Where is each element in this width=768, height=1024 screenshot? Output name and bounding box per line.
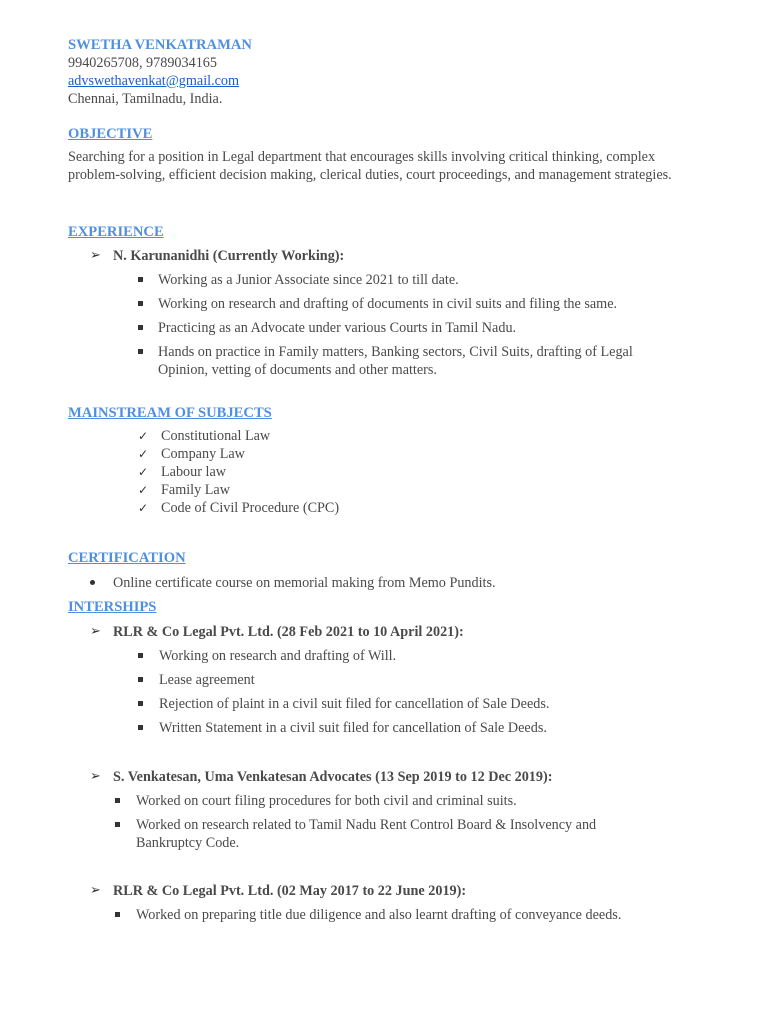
checkmark-icon: ✓ <box>138 465 149 479</box>
checkmark-icon: ✓ <box>138 429 149 443</box>
checkmark-icon: ✓ <box>138 501 149 515</box>
list-item-text: Working on research and drafting of documents in civil suits and filing the same. <box>158 296 618 312</box>
list-item <box>68 271 678 289</box>
list-item-text: Worked on research related to Tamil Nadu Rent Control Board & Insolvency and Bankruptcy Code. <box>136 817 597 851</box>
list-item-text: Working on research and drafting of Will. <box>159 648 397 664</box>
subjects-section <box>68 404 708 517</box>
list-item <box>68 427 708 445</box>
square-bullet-icon <box>115 822 120 827</box>
objective-section <box>68 125 708 184</box>
list-item-text: Company Law <box>161 446 245 462</box>
list-item-text: Code of Civil Procedure (CPC) <box>161 500 340 516</box>
subjects-heading: MAINSTREAM OF SUBJECTS <box>68 405 272 421</box>
list-item <box>68 319 678 337</box>
list-item-text: Constitutional Law <box>161 428 271 444</box>
internship-title-text: RLR & Co Legal Pvt. Ltd. (28 Feb 2021 to 10 April 2021): <box>113 624 464 640</box>
experience-list <box>68 271 708 379</box>
list-item <box>68 792 656 810</box>
list-item-text: Hands on practice in Family matters, Banking sectors, Civil Suits, drafting of Legal Opinion, vetting of documents and other matters. <box>158 344 633 378</box>
internship-list <box>68 906 708 924</box>
phone-numbers: 9940265708, 9789034165 <box>68 55 217 71</box>
employer-label: N. Karunanidhi (Currently Working): <box>113 248 345 264</box>
list-item <box>68 906 708 924</box>
subjects-list <box>68 427 708 517</box>
list-item <box>68 647 708 665</box>
internship-title <box>68 623 708 641</box>
square-bullet-icon <box>138 277 143 282</box>
internship-list <box>68 647 708 737</box>
list-item-text: Written Statement in a civil suit filed for cancellation of Sale Deeds. <box>159 720 547 736</box>
internship-title-text: S. Venkatesan, Uma Venkatesan Advocates (13 Sep 2019 to 12 Dec 2019): <box>113 769 553 785</box>
objective-heading: OBJECTIVE <box>68 126 153 142</box>
square-bullet-icon <box>138 349 143 354</box>
list-item <box>68 343 678 379</box>
experience-heading: EXPERIENCE <box>68 224 164 240</box>
list-item-text: Working as a Junior Associate since 2021 to till date. <box>158 272 459 288</box>
list-item <box>68 816 656 852</box>
internships-heading: INTERSHIPS <box>68 599 157 615</box>
internship-title-text: RLR & Co Legal Pvt. Ltd. (02 May 2017 to 22 June 2019): <box>113 883 467 899</box>
square-bullet-icon <box>138 653 143 658</box>
square-bullet-icon <box>138 301 143 306</box>
list-item <box>68 695 708 713</box>
email-link[interactable]: advswethavenkat@gmail.com <box>68 73 240 89</box>
list-item-text: Family Law <box>161 482 230 498</box>
arrow-bullet-icon: ➢ <box>90 883 101 898</box>
certification-section <box>68 549 708 592</box>
list-item <box>68 671 708 689</box>
square-bullet-icon <box>138 677 143 682</box>
list-item-text: Worked on court filing procedures for both civil and criminal suits. <box>136 793 517 809</box>
list-item <box>68 445 708 463</box>
list-item <box>68 719 708 737</box>
arrow-bullet-icon: ➢ <box>90 624 101 639</box>
list-item <box>68 295 678 313</box>
checkmark-icon: ✓ <box>138 483 149 497</box>
square-bullet-icon <box>115 912 120 917</box>
arrow-bullet-icon: ➢ <box>90 769 101 784</box>
square-bullet-icon <box>138 325 143 330</box>
arrow-bullet-icon: ➢ <box>90 248 101 263</box>
internship-list <box>68 792 708 852</box>
square-bullet-icon <box>138 701 143 706</box>
square-bullet-icon <box>115 798 120 803</box>
list-item-text: Rejection of plaint in a civil suit filed for cancellation of Sale Deeds. <box>159 696 550 712</box>
internships-section <box>68 598 708 924</box>
list-item-text: Practicing as an Advocate under various Courts in Tamil Nadu. <box>158 320 517 336</box>
list-item-text: Online certificate course on memorial making from Memo Pundits. <box>113 575 496 591</box>
location: Chennai, Tamilnadu, India. <box>68 91 223 107</box>
checkmark-icon: ✓ <box>138 447 149 461</box>
contact-block <box>68 36 708 108</box>
experience-employer <box>68 247 708 265</box>
experience-section <box>68 223 708 379</box>
list-item-text: Labour law <box>161 464 227 480</box>
candidate-name: SWETHA VENKATRAMAN <box>68 37 252 53</box>
list-item-text: Lease agreement <box>159 672 255 688</box>
round-bullet-icon <box>90 580 95 585</box>
list-item <box>68 463 708 481</box>
certification-heading: CERTIFICATION <box>68 550 186 566</box>
internship-title <box>68 882 708 900</box>
list-item <box>68 481 708 499</box>
objective-text: Searching for a position in Legal department that encourages skills involving critical thinking, complex problem-solving, efficient decision making, clerical duties, court proceedings, and management strategies. <box>68 149 672 183</box>
list-item-text: Worked on preparing title due diligence and also learnt drafting of conveyance deeds. <box>136 907 622 923</box>
list-item <box>68 574 708 592</box>
square-bullet-icon <box>138 725 143 730</box>
internship-title <box>68 768 708 786</box>
list-item <box>68 499 708 517</box>
